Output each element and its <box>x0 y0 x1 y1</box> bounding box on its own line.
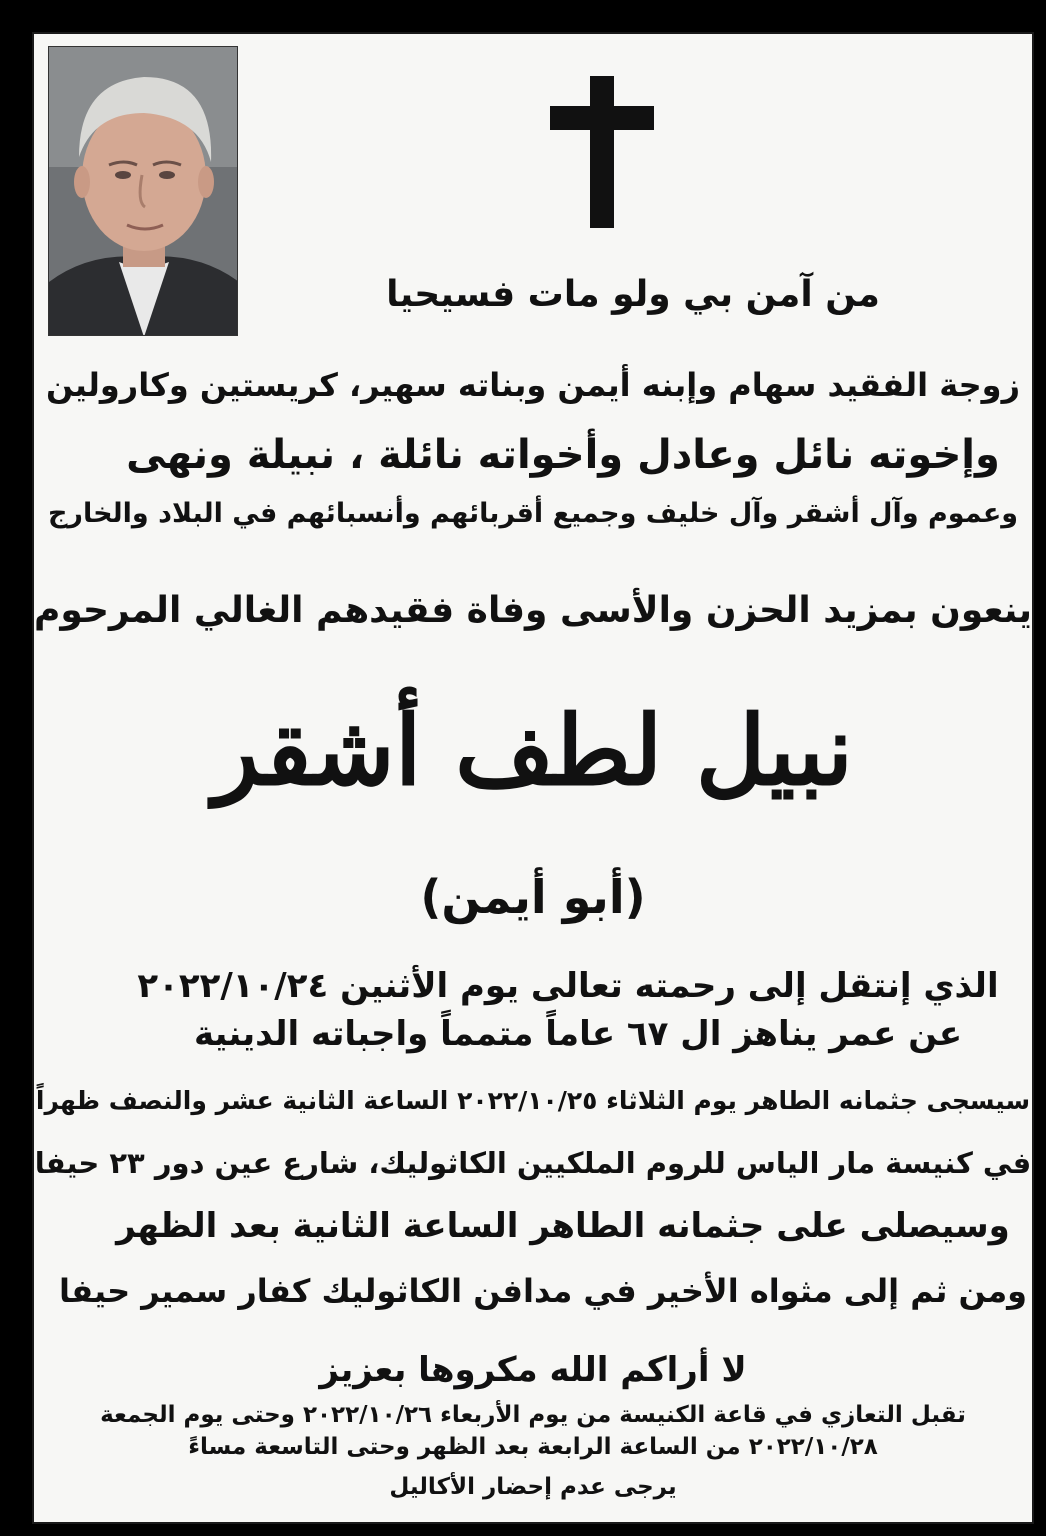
bible-verse: من آمن بي ولو مات فسيحيا <box>386 274 880 315</box>
funeral-line-3: وسيصلى على جثمانه الطاهر الساعة الثانية بعد الظهر <box>116 1206 1010 1246</box>
obituary-notice <box>32 32 1034 1524</box>
latin-cross-icon <box>550 76 654 228</box>
wreath-note: يرجى عدم إحضار الأكاليل <box>389 1474 677 1500</box>
condolence-line-1: تقبل التعازي في قاعة الكنيسة من يوم الأربعاء ٢٠٢٢/١٠/٢٦ وحتى يوم الجمعة <box>100 1402 966 1428</box>
relatives-line-2: وإخوته نائل وعادل وأخواته نائلة ، نبيلة ونهى <box>126 432 1000 478</box>
death-date-line: الذي إنتقل إلى رحمته تعالى يوم الأثنين ٢٠٢٢/١٠/٢٤ <box>137 966 999 1006</box>
funeral-line-4: ومن ثم إلى مثواه الأخير في مدافن الكاثوليك كفار سمير حيفا <box>58 1272 1028 1310</box>
funeral-line-1: سيسجى جثمانه الطاهر يوم الثلاثاء ٢٠٢٢/١٠/٢٥ الساعة الثانية عشر والنصف ظهراً <box>35 1086 1031 1115</box>
deceased-photo <box>48 46 238 336</box>
relatives-line-1: زوجة الفقيد سهام وإبنه أيمن وبناته سهير، كريستين وكارولين <box>46 366 1020 404</box>
announcement-line: ينعون بمزيد الحزن والأسى وفاة فقيدهم الغالي المرحوم <box>34 590 1032 631</box>
relatives-line-3: وعموم وآل أشقر وآل خليف وجميع أقربائهم وأنسبائهم في البلاد والخارج <box>47 498 1019 529</box>
condolence-line-2: ٢٠٢٢/١٠/٢٨ من الساعة الرابعة بعد الظهر وحتى التاسعة مساءً <box>188 1434 878 1460</box>
deceased-nickname: (أبو أيمن) <box>420 870 646 924</box>
deceased-name: نبيل لطف أشقر <box>212 694 854 807</box>
funeral-line-2: في كنيسة مار الياس للروم الملكيين الكاثوليك، شارع عين دور ٢٣ حيفا <box>34 1146 1032 1180</box>
notice-frame <box>14 14 1032 1522</box>
proverb-line: لا أراكم الله مكروها بعزيز <box>319 1350 747 1390</box>
age-line: عن عمر يناهز ال ٦٧ عاماً متمماً واجباته الدينية <box>193 1014 963 1054</box>
